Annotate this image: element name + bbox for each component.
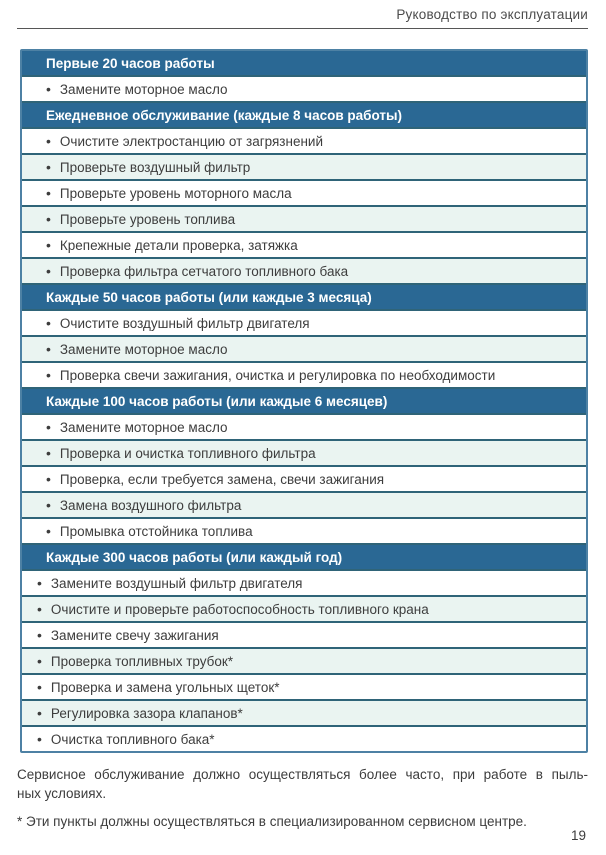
table-row bbox=[22, 413, 586, 439]
table-row bbox=[22, 335, 586, 361]
bullet-icon: • bbox=[46, 159, 51, 175]
item-text: Проверьте уровень топлива bbox=[59, 211, 236, 227]
footer-notes bbox=[17, 765, 588, 831]
section-title: Каждые 50 часов работы (или каждые 3 месяца) bbox=[46, 289, 372, 305]
table-row bbox=[22, 699, 586, 725]
table-row bbox=[22, 179, 586, 205]
item-text: Проверка топливных трубок* bbox=[50, 653, 234, 669]
asterisk-note: * Эти пункты должны осуществляться в специализированном сервисном центре. bbox=[17, 814, 527, 829]
bullet-icon: • bbox=[46, 211, 51, 227]
table-row bbox=[22, 647, 586, 673]
bullet-icon: • bbox=[37, 601, 42, 617]
table-row bbox=[22, 569, 586, 595]
page-header bbox=[0, 0, 606, 22]
item-text: Замените свечу зажигания bbox=[50, 627, 219, 643]
bullet-icon: • bbox=[46, 523, 51, 539]
page-number: 19 bbox=[570, 828, 586, 843]
item-text: Проверка и очистка топливного фильтра bbox=[59, 445, 316, 461]
item-text: Очистите и проверьте работоспособность топливного крана bbox=[50, 601, 429, 617]
bullet-icon: • bbox=[46, 133, 51, 149]
bullet-icon: • bbox=[37, 575, 42, 591]
bullet-icon: • bbox=[46, 341, 51, 357]
bullet-icon: • bbox=[46, 315, 51, 331]
section-title: Каждые 100 часов работы (или каждые 6 месяцев) bbox=[46, 393, 388, 409]
table-row bbox=[22, 621, 586, 647]
item-text: Замените воздушный фильтр двигателя bbox=[50, 575, 303, 591]
table-row bbox=[22, 231, 586, 257]
item-text: Очистка топливного бака* bbox=[50, 731, 215, 747]
bullet-icon: • bbox=[46, 185, 51, 201]
table-row bbox=[22, 673, 586, 699]
item-text: Регулировка зазора клапанов* bbox=[50, 705, 243, 721]
section-header bbox=[22, 543, 586, 569]
table-row bbox=[22, 595, 586, 621]
bullet-icon: • bbox=[37, 653, 42, 669]
table-row bbox=[22, 439, 586, 465]
bullet-icon: • bbox=[46, 445, 51, 461]
table-row bbox=[22, 75, 586, 101]
item-text: Замените моторное масло bbox=[59, 81, 228, 97]
item-text: Очистите воздушный фильтр двигателя bbox=[59, 315, 310, 331]
manual-title: Руководство по эксплуатации bbox=[396, 7, 588, 22]
item-text: Проверка свечи зажигания, очистка и регулировка по необходимости bbox=[59, 367, 496, 383]
table-row bbox=[22, 257, 586, 283]
section-header bbox=[22, 101, 586, 127]
item-text: Очистите электростанцию от загрязнений bbox=[59, 133, 323, 149]
section-header bbox=[22, 283, 586, 309]
table-row bbox=[22, 361, 586, 387]
section-title: Каждые 300 часов работы (или каждый год) bbox=[46, 549, 343, 565]
bullet-icon: • bbox=[46, 237, 51, 253]
bullet-icon: • bbox=[46, 263, 51, 279]
maintenance-schedule-table bbox=[20, 49, 588, 753]
table-row bbox=[22, 491, 586, 517]
table-row bbox=[22, 205, 586, 231]
bullet-icon: • bbox=[46, 81, 51, 97]
table-row bbox=[22, 725, 586, 751]
section-title: Ежедневное обслуживание (каждые 8 часов работы) bbox=[46, 107, 403, 123]
service-note-line1: Сервисное обслуживание должно осуществляться более часто, при работе в пыль- bbox=[17, 767, 588, 782]
bullet-icon: • bbox=[37, 705, 42, 721]
table-row bbox=[22, 517, 586, 543]
header-rule bbox=[17, 28, 588, 29]
item-text: Замените моторное масло bbox=[59, 419, 228, 435]
item-text: Проверьте воздушный фильтр bbox=[59, 159, 251, 175]
section-header bbox=[22, 51, 586, 75]
item-text: Проверка фильтра сетчатого топливного бака bbox=[59, 263, 349, 279]
table-row bbox=[22, 127, 586, 153]
item-text: Проверка, если требуется замена, свечи зажигания bbox=[59, 471, 385, 487]
item-text: Проверка и замена угольных щеток* bbox=[50, 679, 280, 695]
bullet-icon: • bbox=[37, 679, 42, 695]
item-text: Проверьте уровень моторного масла bbox=[59, 185, 292, 201]
item-text: Замените моторное масло bbox=[59, 341, 228, 357]
bullet-icon: • bbox=[37, 627, 42, 643]
item-text: Замена воздушного фильтра bbox=[59, 497, 242, 513]
table-row bbox=[22, 309, 586, 335]
bullet-icon: • bbox=[46, 419, 51, 435]
bullet-icon: • bbox=[46, 471, 51, 487]
item-text: Крепежные детали проверка, затяжка bbox=[59, 237, 298, 253]
service-note-line2: ных условиях. bbox=[17, 786, 107, 801]
section-title: Первые 20 часов работы bbox=[46, 55, 215, 71]
section-header bbox=[22, 387, 586, 413]
item-text: Промывка отстойника топлива bbox=[59, 523, 253, 539]
bullet-icon: • bbox=[46, 367, 51, 383]
bullet-icon: • bbox=[46, 497, 51, 513]
table-row bbox=[22, 465, 586, 491]
bullet-icon: • bbox=[37, 731, 42, 747]
table-row bbox=[22, 153, 586, 179]
